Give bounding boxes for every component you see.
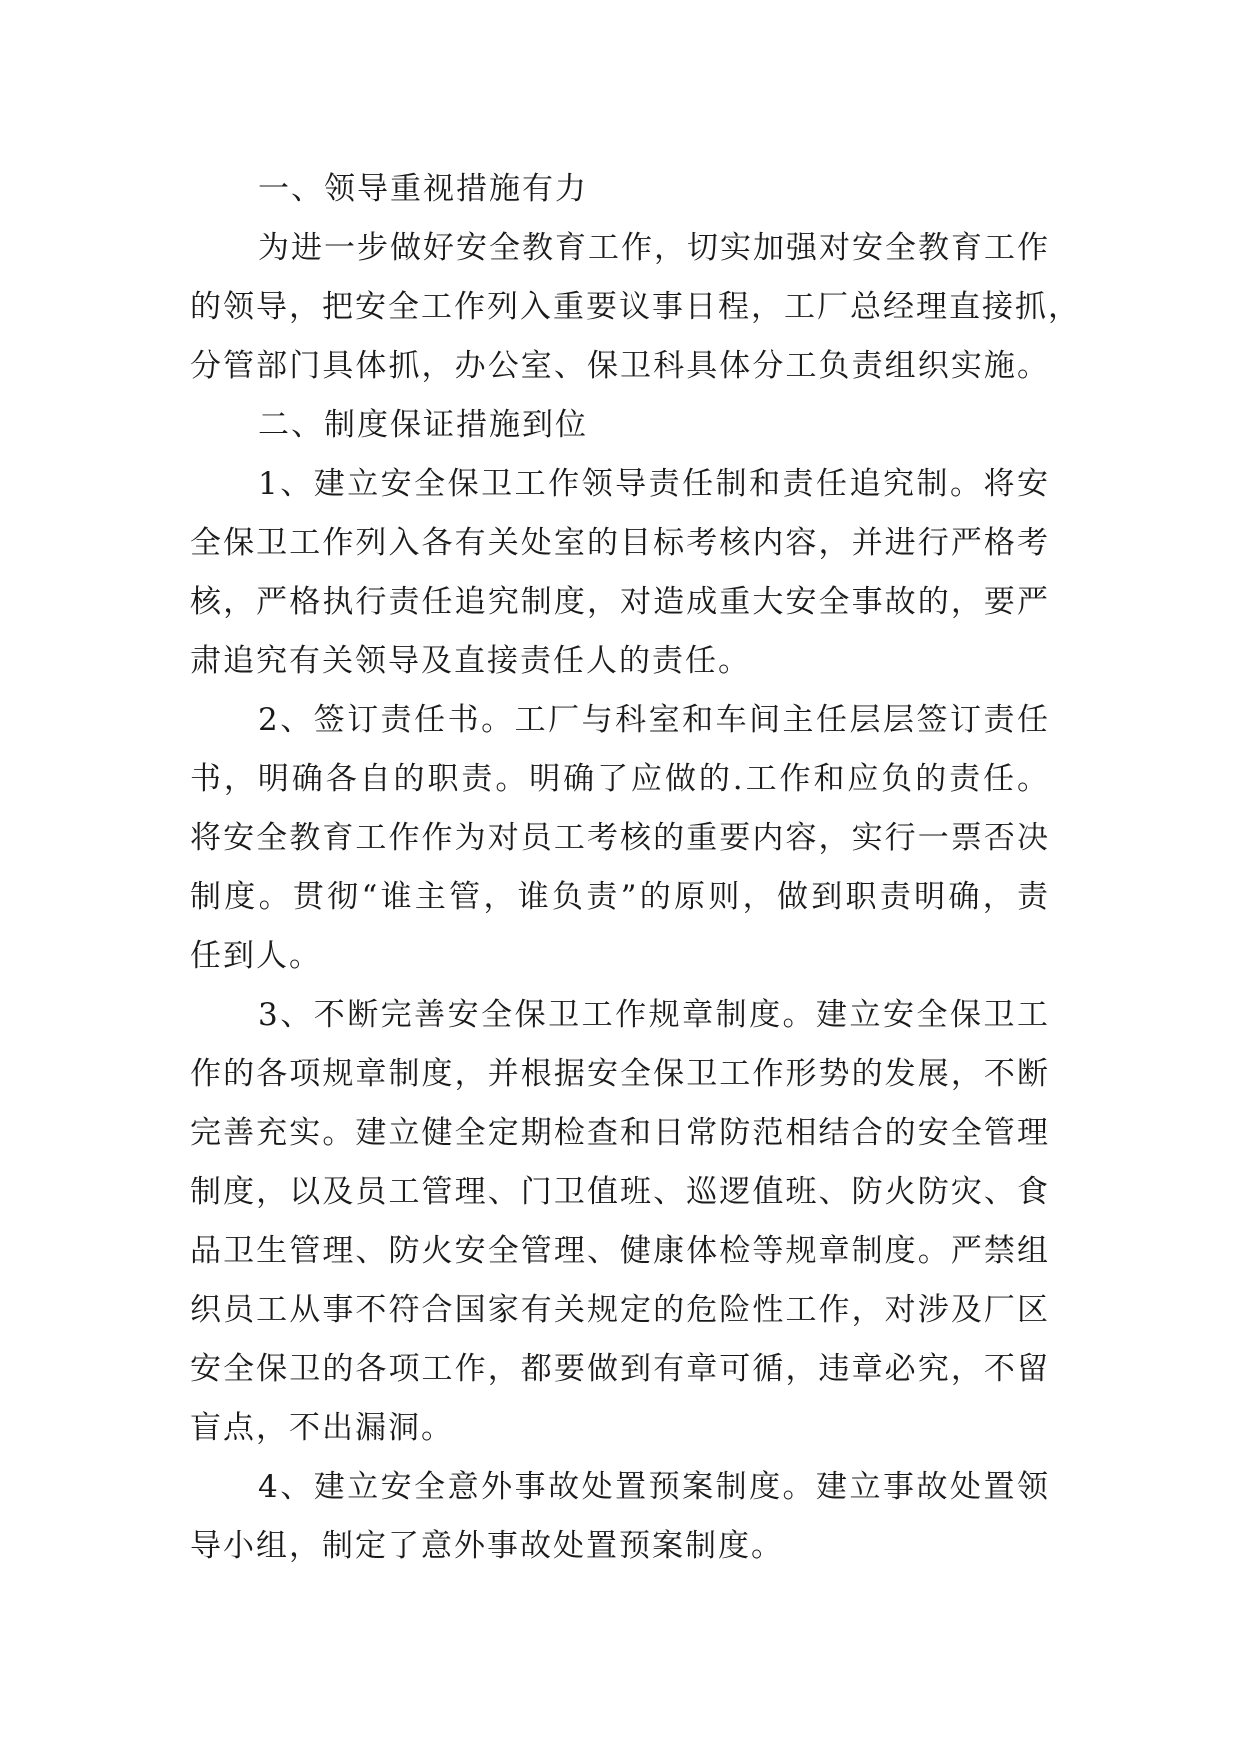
paragraph-line: 品卫生管理、防火安全管理、健康体检等规章制度。严禁组 bbox=[190, 1233, 1050, 1269]
paragraph-line: 制度。贯彻“谁主管，谁负责”的原则，做到职责明确，责 bbox=[190, 879, 1050, 915]
paragraph-line: 分管部门具体抓，办公室、保卫科具体分工负责组织实施。 bbox=[190, 348, 1050, 384]
paragraph-line: 4、建立安全意外事故处置预案制度。建立事故处置领 bbox=[258, 1469, 1050, 1505]
section-heading-2: 二、制度保证措施到位 bbox=[258, 407, 588, 443]
section-heading-1: 一、领导重视措施有力 bbox=[258, 171, 588, 207]
paragraph-line: 核，严格执行责任追究制度，对造成重大安全事故的，要严 bbox=[190, 584, 1050, 620]
paragraph-line: 的领导，把安全工作列入重要议事日程，工厂总经理直接抓， bbox=[190, 289, 1081, 325]
document-body bbox=[190, 160, 1081, 1576]
paragraph-line: 将安全教育工作作为对员工考核的重要内容，实行一票否决 bbox=[190, 820, 1050, 856]
paragraph-line: 为进一步做好安全教育工作，切实加强对安全教育工作 bbox=[258, 230, 1050, 266]
paragraph-line: 书，明确各自的职责。明确了应做的.工作和应负的责任。 bbox=[190, 761, 1050, 797]
paragraph-line: 完善充实。建立健全定期检查和日常防范相结合的安全管理 bbox=[190, 1115, 1050, 1151]
paragraph-line: 导小组，制定了意外事故处置预案制度。 bbox=[190, 1528, 784, 1564]
paragraph-line: 1、建立安全保卫工作领导责任制和责任追究制。将安 bbox=[258, 466, 1050, 502]
paragraph-line: 作的各项规章制度，并根据安全保卫工作形势的发展，不断 bbox=[190, 1056, 1050, 1092]
paragraph-line: 全保卫工作列入各有关处室的目标考核内容，并进行严格考 bbox=[190, 525, 1050, 561]
paragraph-line: 任到人。 bbox=[190, 938, 322, 974]
paragraph-line: 安全保卫的各项工作，都要做到有章可循，违章必究，不留 bbox=[190, 1351, 1050, 1387]
paragraph-line: 3、不断完善安全保卫工作规章制度。建立安全保卫工 bbox=[258, 997, 1050, 1033]
paragraph-line: 2、签订责任书。工厂与科室和车间主任层层签订责任 bbox=[258, 702, 1050, 738]
paragraph-line: 织员工从事不符合国家有关规定的危险性工作，对涉及厂区 bbox=[190, 1292, 1050, 1328]
paragraph-line: 制度，以及员工管理、门卫值班、巡逻值班、防火防灾、食 bbox=[190, 1174, 1050, 1210]
paragraph-line: 肃追究有关领导及直接责任人的责任。 bbox=[190, 643, 751, 679]
paragraph-line: 盲点，不出漏洞。 bbox=[190, 1410, 454, 1446]
